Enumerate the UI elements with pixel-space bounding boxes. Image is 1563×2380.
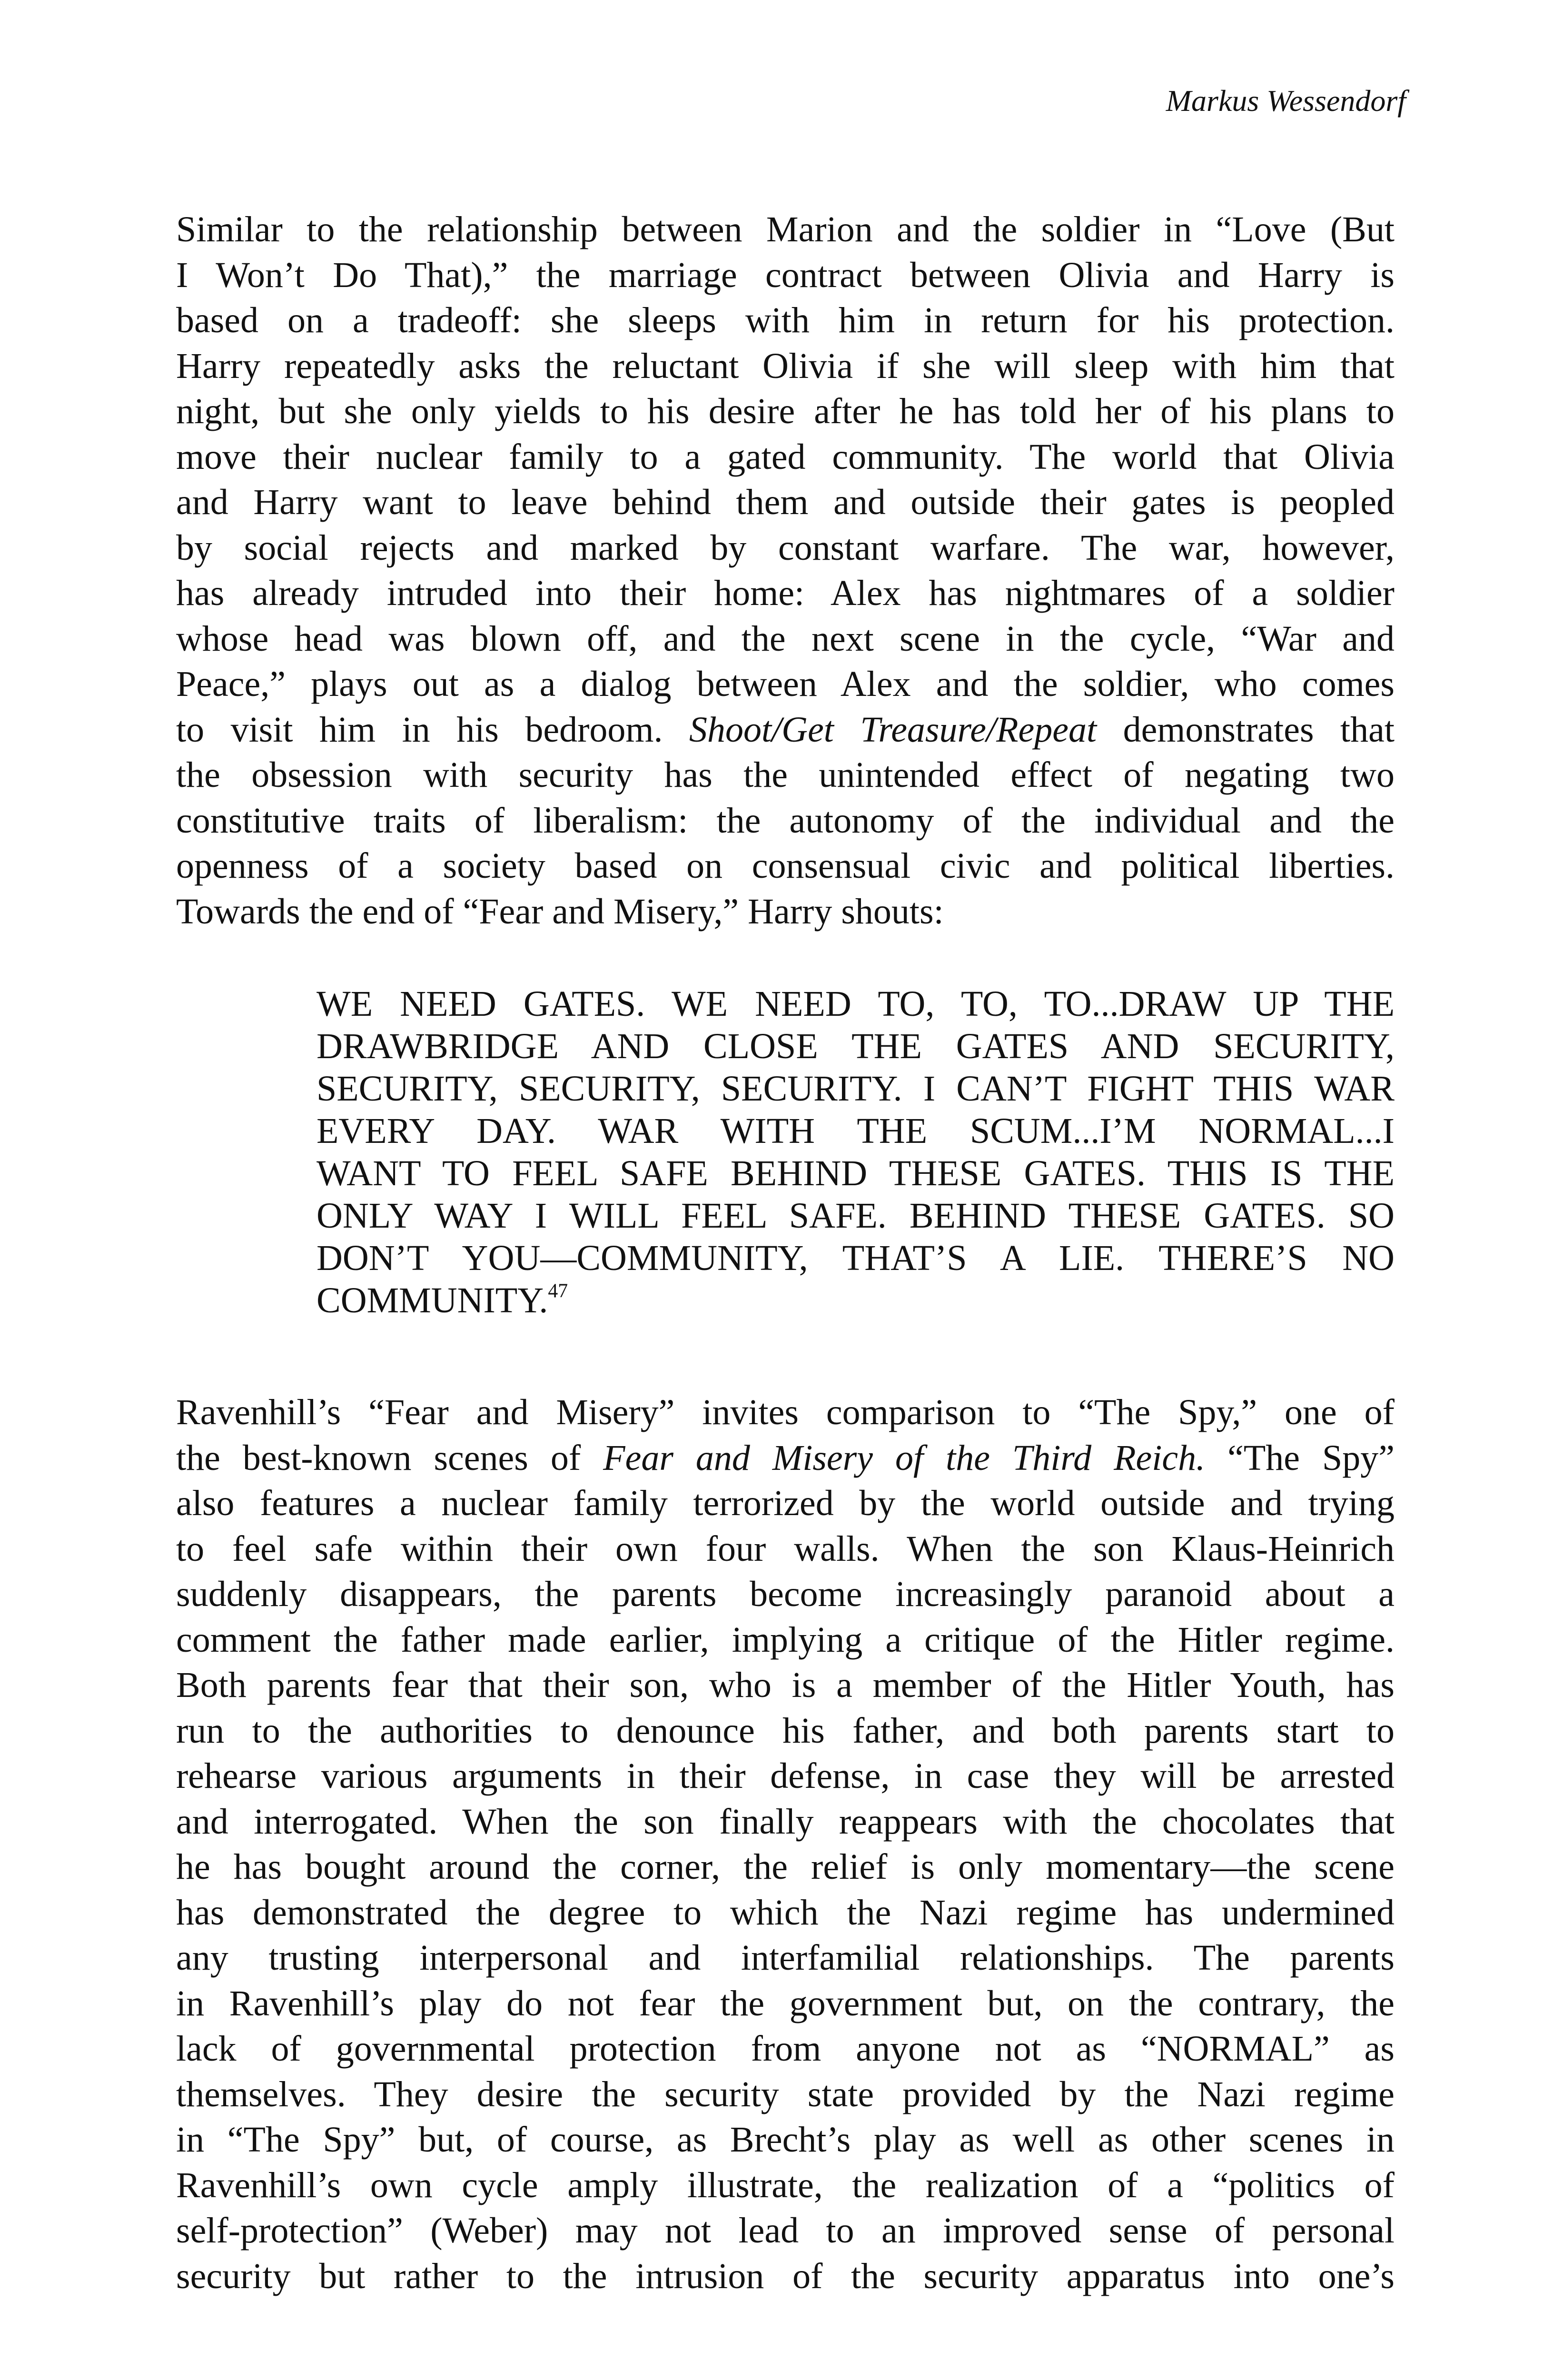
quote-line: DON’T YOU—COMMUNITY, THAT’S A LIE. THERE’S NO <box>317 1238 1395 1278</box>
text-line: rehearse various arguments in their defense, in case they will be arrested <box>176 1756 1395 1796</box>
text-line: openness of a society based on consensual civic and political liberties. <box>176 846 1395 886</box>
text-line: constitutive traits of liberalism: the autonomy of the individual and the <box>176 800 1395 841</box>
paragraph-2 <box>176 1390 1395 2299</box>
quote-line: DRAWBRIDGE AND CLOSE THE GATES AND SECURITY, <box>317 1026 1395 1066</box>
block-quote <box>317 983 1395 1322</box>
text-segment: “The Spy” <box>1205 1438 1395 1478</box>
text-line: any trusting interpersonal and interfamilial relationships. The parents <box>176 1938 1395 1978</box>
quote-line: SECURITY, SECURITY, SECURITY. I CAN’T FIGHT THIS WAR <box>317 1069 1395 1109</box>
quote-line <box>317 1279 1395 1322</box>
text-line: move their nuclear family to a gated community. The world that Olivia <box>176 436 1395 477</box>
text-line: Towards the end of “Fear and Misery,” Harry shouts: <box>176 891 944 932</box>
text-line: themselves. They desire the security state provided by the Nazi regime <box>176 2074 1395 2114</box>
text-line: has demonstrated the degree to which the Nazi regime has undermined <box>176 1892 1395 1933</box>
text-line: the obsession with security has the unintended effect of negating two <box>176 755 1395 795</box>
text-line: he has bought around the corner, the relief is only momentary—the scene <box>176 1847 1395 1887</box>
quote-line: ONLY WAY I WILL FEEL SAFE. BEHIND THESE GATES. SO <box>317 1196 1395 1236</box>
play-title: Shoot/Get Treasure/Repeat <box>689 709 1097 750</box>
text-line: Similar to the relationship between Marion and the soldier in “Love (But <box>176 209 1395 249</box>
text-line: self-protection” (Weber) may not lead to an improved sense of personal <box>176 2211 1395 2251</box>
text-line: and Harry want to leave behind them and outside their gates is peopled <box>176 482 1395 522</box>
text-segment: to visit him in his bedroom. <box>176 709 689 750</box>
text-line: based on a tradeoff: she sleeps with him in return for his protection. <box>176 300 1395 340</box>
quote-line: EVERY DAY. WAR WITH THE SCUM...I’M NORMAL...I <box>317 1111 1395 1151</box>
text-line: also features a nuclear family terrorized by the world outside and trying <box>176 1483 1395 1523</box>
text-line: lack of governmental protection from anyone not as “NORMAL” as <box>176 2029 1395 2069</box>
text-line: whose head was blown off, and the next scene in the cycle, “War and <box>176 618 1395 659</box>
text-line <box>176 1436 1395 1481</box>
text-line: Ravenhill’s own cycle amply illustrate, the realization of a “politics of <box>176 2165 1395 2205</box>
text-segment: demonstrates that <box>1097 709 1395 750</box>
text-line: Harry repeatedly asks the reluctant Olivia if she will sleep with him that <box>176 346 1395 386</box>
text-line: suddenly disappears, the parents become increasingly paranoid about a <box>176 1574 1395 1614</box>
text-segment: the best-known scenes of <box>176 1438 603 1478</box>
quote-line: WE NEED GATES. WE NEED TO, TO, TO...DRAW UP THE <box>317 984 1395 1024</box>
running-head: Markus Wessendorf <box>1166 84 1406 118</box>
text-line: in Ravenhill’s play do not fear the government but, on the contrary, the <box>176 1983 1395 2023</box>
text-line: by social rejects and marked by constant warfare. The war, however, <box>176 527 1395 568</box>
text-segment: COMMUNITY. <box>317 1280 548 1320</box>
quote-line: WANT TO FEEL SAFE BEHIND THESE GATES. THIS IS THE <box>317 1153 1395 1193</box>
text-line: Peace,” plays out as a dialog between Alex and the soldier, who comes <box>176 664 1395 704</box>
text-line: night, but she only yields to his desire after he has told her of his plans to <box>176 391 1395 431</box>
text-line: run to the authorities to denounce his father, and both parents start to <box>176 1710 1395 1751</box>
text-line: Both parents fear that their son, who is a member of the Hitler Youth, has <box>176 1665 1395 1705</box>
text-line: Ravenhill’s “Fear and Misery” invites comparison to “The Spy,” one of <box>176 1392 1395 1432</box>
text-line: to feel safe within their own four walls. When the son Klaus-Heinrich <box>176 1528 1395 1569</box>
text-line: has already intruded into their home: Alex has nightmares of a soldier <box>176 573 1395 613</box>
play-title: Fear and Misery of the Third Reich. <box>603 1438 1206 1478</box>
text-line: and interrogated. When the son finally reappears with the chocolates that <box>176 1801 1395 1842</box>
paragraph-1 <box>176 207 1395 934</box>
text-line <box>176 707 1395 753</box>
text-line: in “The Spy” but, of course, as Brecht’s play as well as other scenes in <box>176 2120 1395 2160</box>
text-line: comment the father made earlier, implying a critique of the Hitler regime. <box>176 1619 1395 1660</box>
text-line: security but rather to the intrusion of the security apparatus into one’s <box>176 2256 1395 2296</box>
footnote-marker: 47 <box>548 1280 568 1302</box>
text-line: I Won’t Do That),” the marriage contract between Olivia and Harry is <box>176 255 1395 295</box>
